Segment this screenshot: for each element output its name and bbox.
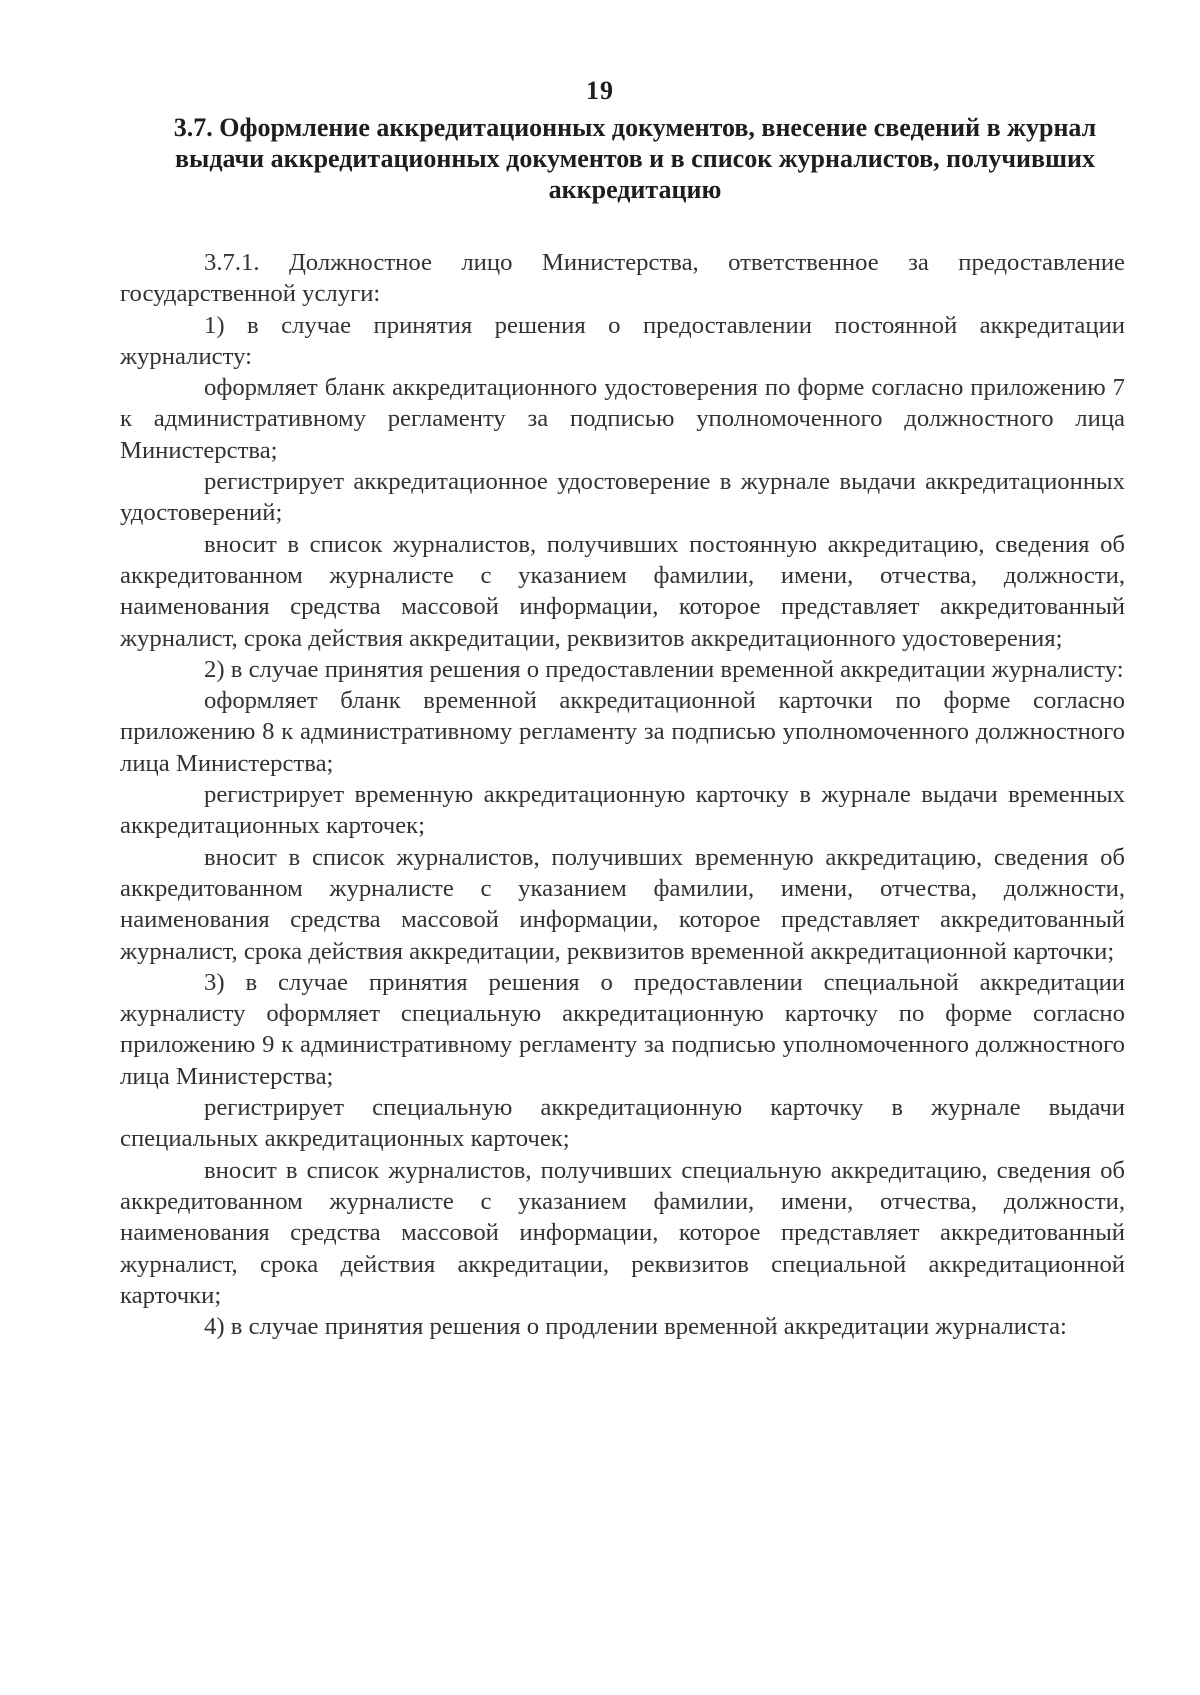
paragraph: оформляет бланк аккредитационного удостоверения по форме согласно приложению 7 к административному регламенту за подписью уполномоченного должностного лица Министерства; (120, 374, 1125, 464)
paragraph: 2) в случае принятия решения о предоставлении временной аккредитации журналисту: (204, 655, 1124, 683)
paragraph: 4) в случае принятия решения о продлении временной аккредитации журналиста: (204, 1313, 1067, 1341)
paragraph: регистрирует временную аккредитационную карточку в журнале выдачи временных аккредитационных карточек; (120, 781, 1125, 840)
paragraph: 3) в случае принятия решения о предоставлении специальной аккредитации журналисту оформляет специальную аккредитационную карточку по форме согласно приложению 9 к административному регламенту за подписью уполномоченного должностного лица Министерства; (120, 968, 1125, 1090)
paragraph: вносит в список журналистов, получивших временную аккредитацию, сведения об аккредитованном журналисте с указанием фамилии, имени, отчества, должности, наименования средства массовой информации, которое представляет аккредитованный журналист, срока действия аккредитации, реквизитов временной аккредитационной карточки; (120, 843, 1125, 965)
paragraph: вносит в список журналистов, получивших постоянную аккредитацию, сведения об аккредитованном журналисте с указанием фамилии, имени, отчества, должности, наименования средства массовой информации, которое представляет аккредитованный журналист, срока действия аккредитации, реквизитов аккредитационного удостоверения; (120, 530, 1125, 652)
paragraph: регистрирует аккредитационное удостоверение в журнале выдачи аккредитационных удостоверений; (120, 468, 1125, 527)
document-body (120, 247, 1125, 1342)
paragraph: вносит в список журналистов, получивших специальную аккредитацию, сведения об аккредитованном журналисте с указанием фамилии, имени, отчества, должности, наименования средства массовой информации, которое представляет аккредитованный журналист, срока действия аккредитации, реквизитов специальной аккредитационной карточки; (120, 1156, 1125, 1309)
paragraph: 1) в случае принятия решения о предоставлении постоянной аккредитации журналисту: (120, 311, 1125, 370)
section-title: 3.7. Оформление аккредитационных документов, внесение сведений в журнал выдачи аккредитационных документов и в список журналистов, получивших аккредитацию (173, 113, 1097, 204)
page-number: 19 (586, 76, 614, 105)
paragraph: оформляет бланк временной аккредитационной карточки по форме согласно приложению 8 к административному регламенту за подписью уполномоченного должностного лица Министерства; (120, 687, 1125, 777)
paragraph: 3.7.1. Должностное лицо Министерства, ответственное за предоставление государственной услуги: (120, 249, 1125, 308)
paragraph: регистрирует специальную аккредитационную карточку в журнале выдачи специальных аккредитационных карточек; (120, 1094, 1125, 1153)
